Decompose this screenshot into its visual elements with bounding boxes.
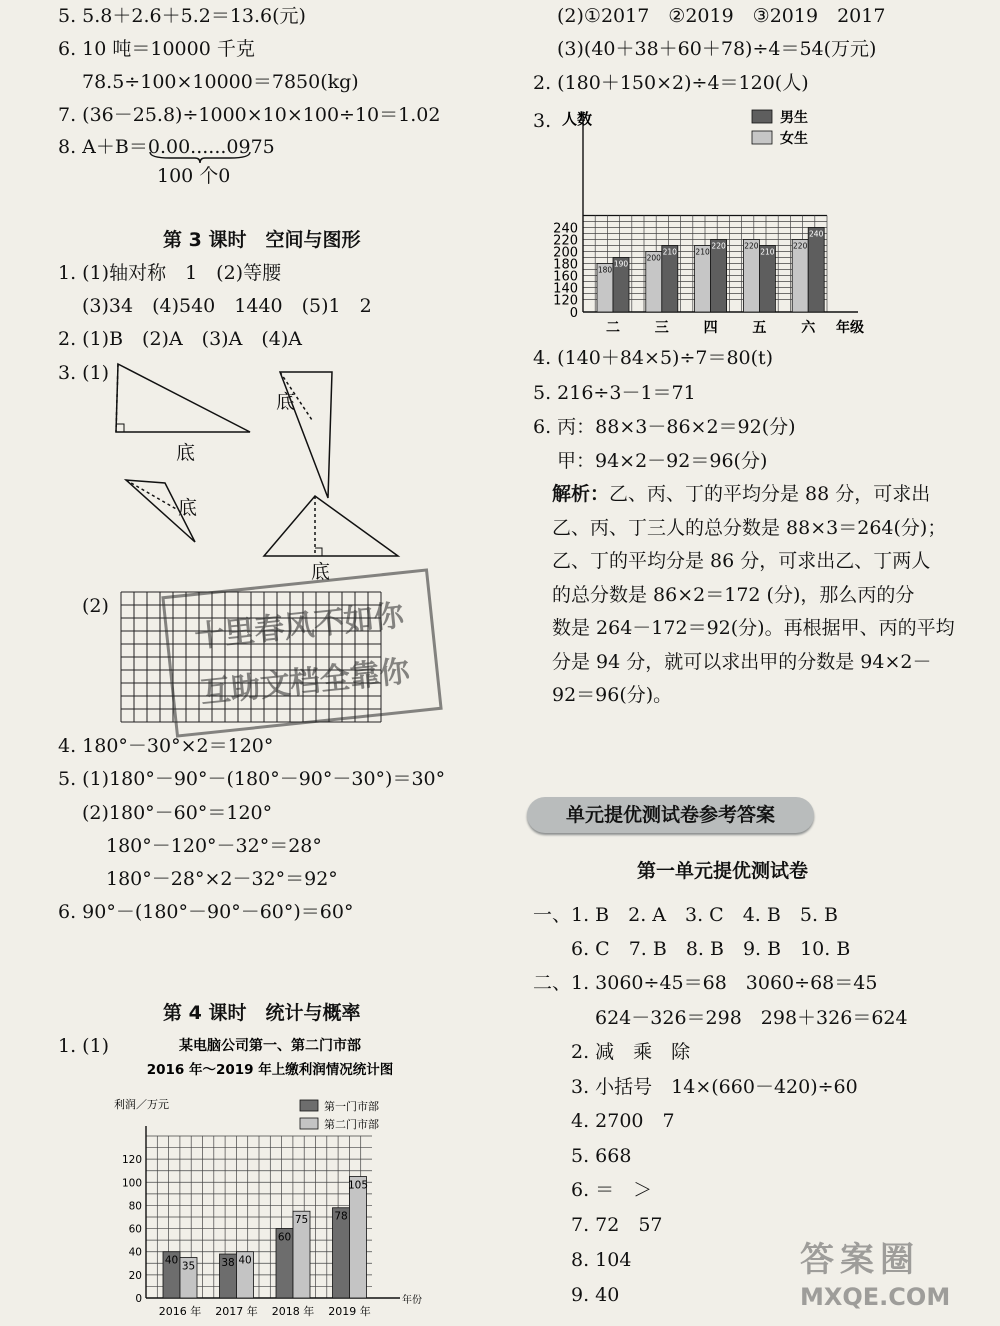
explanation-label: 解析： [552,483,610,505]
statistics-answer-1: 1. (1) [58,1035,110,1057]
triangle-obtuse [116,364,250,432]
bar [808,228,824,313]
unit-answer-2-6: 6. ＝ ＞ [571,1179,653,1201]
x-tick-label: 2016 年 [158,1305,202,1318]
statistics-answer-6: 6. 丙：88×3－86×2＝92(分) [533,416,796,438]
legend-label: 第一门市部 [324,1100,379,1113]
legend-swatch [300,1100,318,1111]
site-watermark [800,1232,950,1311]
unit-answer-part-2-cont: 624－326＝298 298＋326＝624 [595,1007,908,1029]
data-label: 38 [221,1257,235,1270]
stamp-watermark: 十里春风不如你 互助文档全靠你 [161,568,442,737]
y-tick-label: 80 [128,1200,142,1213]
unit-answer-2-2: 2. 减 乘 除 [571,1041,691,1063]
watermark-url: MXQE.COM [800,1283,951,1311]
data-label: 220 [711,241,726,251]
geometry-answer-6: 6. 90°－(180°－90°－60°)＝60° [58,901,354,923]
statistics-answer-1-part-2: (2)①2017 ②2019 ③2019 2017 [557,5,886,27]
x-tick-label: 2017 年 [215,1305,258,1318]
y-axis-label: 人数 [562,110,593,128]
data-label: 180 [597,265,613,275]
y-tick-label: 0 [135,1293,142,1305]
geometry-answer-5-step-a: 180°－120°－32°＝28° [106,835,322,857]
y-tick-label: 0 [569,306,578,321]
x-axis-label: 年级 [836,320,864,336]
data-label: 40 [164,1254,179,1267]
data-label: 210 [695,247,710,257]
geometry-answer-5-step-b: 180°－28°×2－32°＝92° [106,868,338,890]
answer-5: 5. 5.8＋2.6＋5.2＝13.6(元) [58,5,306,27]
y-axis-label: 利润／万元 [114,1098,169,1111]
geometry-answer-5-part-2: (2)180°－60°＝120° [82,802,273,824]
legend-swatch [300,1118,318,1129]
unit-answer-2-3: 3. 小括号 14×(660－420)÷60 [571,1076,858,1098]
triangle-isosceles [264,496,398,556]
geometry-answer-3: 3. (1) [58,362,110,384]
data-label: 60 [277,1231,292,1244]
unit-test-title: 第一单元提优测试卷 [637,860,809,882]
legend-label: 男生 [780,110,808,126]
section-heading-lesson-4: 第 4 课时 统计与概率 [163,1002,361,1024]
data-label: 220 [793,241,808,251]
unit-answer-2-4: 4. 2700 7 [571,1110,675,1132]
data-label: 200 [646,253,661,263]
data-label: 190 [613,259,629,269]
y-tick-label: 200 [553,245,578,261]
profit-bar-chart [100,1030,440,1320]
data-label: 220 [744,241,759,251]
answer-6-calc: 78.5÷100×10000＝7850(kg) [82,71,359,93]
unit-answer-2-8: 8. 104 [571,1249,632,1271]
geometry-answer-2: 2. (1)B (2)A (3)A (4)A [58,328,302,350]
explanation-paragraph: 解析：乙、丙、丁的平均分是 88 分，可求出 乙、丙、丁三人的总分数是 88×3＝264(分)； 乙、丁的平均分是 86 分，可求出乙、丁两人 的总分数是 86×2＝172 (分)，那么丙的分 数是 264－172＝92(分)。再根据甲、丙的平均 分是 94 分，就可以求出甲的分数是 94×2－ 92＝96(分)。 [552,483,955,706]
legend-swatch [752,131,772,144]
base-label-acute-triangle: 底 [178,497,198,519]
data-label: 210 [760,247,775,257]
unit-answer-2-5: 5. 668 [571,1145,632,1167]
y-tick-label: 180 [553,257,578,273]
unit-answer-part-1-cont: 6. C 7. B 8. B 9. B 10. B [571,938,851,960]
students-bar-chart [540,104,890,336]
x-tick-label: 六 [801,320,816,336]
base-label-obtuse-triangle: 底 [176,442,196,464]
geometry-answer-1-cont: (3)34 (4)540 1440 (5)1 2 [82,295,372,317]
data-label: 35 [181,1260,196,1273]
y-tick-label: 120 [121,1154,142,1167]
y-tick-label: 220 [553,233,578,249]
y-tick-label: 160 [553,269,578,285]
y-tick-label: 140 [553,281,578,297]
geometry-answer-3-part-2: (2) [82,595,109,617]
section-banner: 单元提优测试卷参考答案 [527,797,814,833]
legend-label: 第二门市部 [324,1118,379,1131]
data-label: 105 [347,1179,369,1192]
statistics-answer-1-part-3: (3)(40＋38＋60＋78)÷4＝54(万元) [557,38,877,60]
statistics-answer-6-part-2: 甲：94×2－92＝96(分) [557,450,768,472]
chart-title: 某电脑公司第一、第二门市部 [179,1038,361,1054]
data-label: 40 [238,1254,252,1267]
bar [347,1177,369,1299]
y-tick-label: 100 [121,1177,142,1190]
x-tick-label: 2019 年 [328,1305,371,1318]
y-tick-label: 40 [128,1246,142,1259]
statistics-answer-5: 5. 216÷3－1＝71 [533,382,696,404]
section-heading-lesson-3: 第 3 课时 空间与图形 [163,229,361,251]
x-tick-label: 三 [654,320,669,336]
geometry-answer-1: 1. (1)轴对称 1 (2)等腰 [58,262,282,284]
geometry-answer-5: 5. (1)180°－90°－(180°－90°－30°)＝30° [58,768,446,790]
data-label: 78 [334,1210,348,1223]
y-tick-label: 240 [553,221,578,237]
base-label-isosceles-triangle: 底 [311,561,331,583]
statistics-answer-3: 3. [533,110,552,132]
data-label: 210 [662,247,677,257]
unit-answer-part-2: 二、1. 3060÷45＝68 3060÷68＝45 [533,972,878,994]
x-axis-label: 年份 [402,1295,422,1306]
answer-8: 8. A＋B＝0.00......0975 [58,136,275,158]
unit-answer-2-7: 7. 72 57 [571,1214,663,1236]
y-tick-label: 120 [553,293,578,309]
y-tick-label: 20 [128,1269,142,1282]
statistics-answer-2: 2. (180＋150×2)÷4＝120(人) [533,72,809,94]
unit-answer-part-1: 一、1. B 2. A 3. C 4. B 5. B [533,904,838,926]
geometry-answer-4: 4. 180°－30°×2＝120° [58,735,274,757]
x-tick-label: 二 [606,320,620,336]
underbrace-icon [140,150,260,164]
base-label-right-triangle: 底 [276,391,296,413]
statistics-answer-4: 4. (140＋84×5)÷7＝80(t) [533,347,774,369]
x-tick-label: 2018 年 [271,1305,315,1318]
x-tick-label: 五 [752,320,767,336]
data-label: 240 [809,229,824,239]
x-tick-label: 四 [703,320,718,336]
legend-swatch [752,110,772,123]
hundred-zeros-label: 100 个0 [157,165,231,187]
watermark-logo-text: 答案圈 [800,1240,920,1280]
unit-answer-2-9: 9. 40 [571,1284,620,1306]
answer-6: 6. 10 吨＝10000 千克 [58,38,255,60]
y-tick-label: 60 [128,1223,142,1236]
triangle-heights-figure [100,360,420,590]
legend-label: 女生 [780,131,808,147]
answer-7: 7. (36－25.8)÷1000×10×100÷10＝1.02 [58,104,441,126]
data-label: 75 [294,1214,309,1227]
chart-subtitle: 2016 年～2019 年上缴利润情况统计图 [146,1062,394,1078]
